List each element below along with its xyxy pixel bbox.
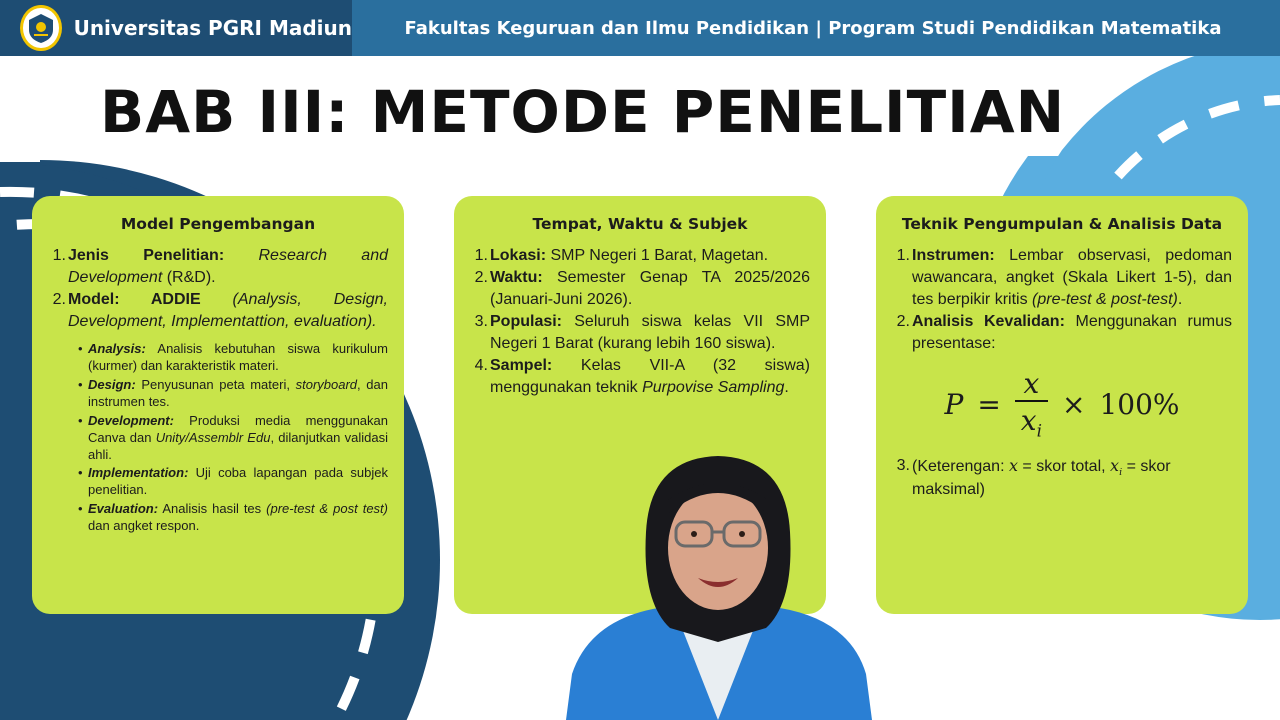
- note-variable: [1110, 455, 1123, 479]
- formula-fraction: [1015, 367, 1048, 441]
- bullet-icon: •: [78, 377, 83, 393]
- formula-times: ×: [1061, 387, 1086, 421]
- bullet-icon: •: [78, 501, 83, 517]
- item-label: Waktu:: [490, 269, 543, 286]
- bullet-item: [78, 413, 388, 464]
- note-var-sub: i: [1119, 467, 1123, 479]
- bullet-icon: •: [78, 465, 83, 481]
- faculty-program: Fakultas Keguruan dan Ilmu Pendidikan | Program Studi Pendidikan Matematika: [404, 17, 1222, 39]
- list-item: [470, 267, 810, 311]
- list-item: [48, 245, 388, 289]
- card-heading: Teknik Pengumpulan & Analisis Data: [901, 215, 1223, 233]
- formula-lhs: P: [944, 387, 964, 421]
- item-italic: Research and Development: [68, 246, 389, 286]
- item-label: Populasi:: [490, 313, 563, 331]
- formula-equals: =: [977, 387, 1001, 421]
- bullet-tail: , dilanjutkan validasi ahli.: [88, 429, 388, 462]
- list-number: 1.: [474, 246, 488, 264]
- numbered-list: [892, 455, 1232, 502]
- list-item: [470, 355, 810, 399]
- note-text: = skor maksimal): [912, 457, 1171, 499]
- item-italic: (Analysis, Design, Development, Implementattion, evaluation).: [68, 291, 388, 331]
- bullet-item: [78, 501, 388, 535]
- bullet-italic: storyboard: [295, 377, 358, 393]
- item-text: SMP Negeri 1 Barat, Magetan.: [546, 246, 769, 264]
- formula-den-sub: i: [1036, 420, 1042, 441]
- list-item: [48, 289, 388, 333]
- item-text: Semester Genap TA 2025/2026 (Januari-Juni 2026).: [490, 269, 810, 309]
- list-item: [892, 311, 1232, 355]
- header-bar: [0, 0, 1280, 56]
- item-text: Seluruh siswa kelas VII SMP Negeri 1 Barat (kurang lebih 160 siswa).: [490, 313, 810, 353]
- bullet-item: [78, 465, 388, 499]
- note-var-x: x: [1110, 455, 1120, 475]
- card-heading: Model Pengembangan: [120, 215, 316, 233]
- list-item-text: [68, 245, 388, 289]
- note-text: = skor total,: [1017, 457, 1111, 475]
- formula-numerator: x: [1023, 367, 1040, 401]
- item-tail: .: [1177, 291, 1183, 309]
- list-number: 3.: [474, 313, 488, 331]
- list-number: 2.: [896, 313, 910, 331]
- item-italic: (pre-test & post-test): [1032, 291, 1178, 309]
- numbered-list: [48, 245, 388, 333]
- percentage-formula: [892, 367, 1232, 441]
- numbered-list: [892, 245, 1232, 355]
- list-number: 2.: [474, 269, 488, 286]
- note-text: (Keterengan:: [912, 457, 1009, 475]
- bullet-icon: •: [78, 412, 83, 428]
- bullet-label: Evaluation:: [88, 501, 159, 517]
- item-label: Jenis Penelitian:: [68, 246, 225, 264]
- item-label: Sampel:: [490, 357, 553, 375]
- bullet-text: Penyusunan peta materi,: [135, 377, 296, 393]
- bullet-italic: (pre-test & post test): [266, 501, 388, 517]
- bullet-label: Analysis:: [88, 341, 146, 357]
- bullet-text: Analisis kebutuhan siswa kurikulum (kurmer) dan karakteristik materi.: [88, 341, 388, 374]
- addie-bullet-list: [78, 341, 388, 535]
- item-label: Analisis Kevalidan:: [912, 313, 1065, 331]
- item-label: Instrumen:: [912, 246, 995, 264]
- bullet-label: Development:: [88, 412, 174, 428]
- bullet-text: Uji coba lapangan pada subjek penelitian.: [88, 465, 388, 498]
- bullet-tail: dan angket respon.: [88, 518, 200, 534]
- list-item: [892, 245, 1232, 311]
- formula-den-var: x: [1020, 404, 1037, 438]
- list-number: 2.: [52, 291, 66, 309]
- item-tail: (R&D).: [162, 269, 216, 286]
- list-number: 3.: [896, 456, 910, 474]
- bullet-item: [78, 377, 388, 411]
- bullet-label: Implementation:: [88, 465, 189, 481]
- formula-percent: 100%: [1099, 387, 1180, 421]
- presenter-video: [566, 452, 872, 720]
- formula-denominator: [1015, 400, 1048, 441]
- bullet-text: Analisis hasil tes: [158, 501, 267, 517]
- list-number: 1.: [896, 246, 910, 264]
- card-heading: Tempat, Waktu & Subjek: [532, 215, 748, 233]
- item-tail: .: [784, 379, 789, 397]
- item-text: Lembar observasi, pedoman wawancara, angket (Skala Likert 1-5), dan tes berpikir kritis: [912, 246, 1232, 309]
- item-label: Model: ADDIE: [68, 291, 201, 309]
- header-left: [0, 0, 352, 56]
- list-item: [470, 311, 810, 355]
- card-model-pengembangan: [32, 196, 404, 614]
- numbered-list: [470, 245, 810, 400]
- bullet-item: [78, 341, 388, 375]
- header-right: [352, 0, 1280, 56]
- note-variable: x: [1008, 455, 1018, 475]
- list-item: [892, 455, 1232, 502]
- list-item-text: [68, 289, 388, 333]
- bullet-label: Design:: [88, 377, 136, 393]
- bullet-text: Produksi media menggunakan Canva dan: [88, 412, 388, 445]
- list-item: [470, 245, 810, 267]
- item-text: Menggunakan rumus presentase:: [912, 313, 1232, 353]
- list-number: 1.: [52, 246, 66, 264]
- item-italic: Purpovise Sampling: [642, 379, 785, 397]
- university-logo: [20, 5, 62, 51]
- university-name: Universitas PGRI Madiun: [73, 16, 352, 40]
- item-text: Kelas VII-A (32 siswa) menggunakan teknik: [490, 357, 810, 397]
- list-number: 4.: [474, 357, 488, 375]
- bullet-icon: •: [78, 341, 83, 357]
- bullet-italic: Unity/Assemblr Edu: [155, 429, 271, 445]
- presenter-face: [668, 486, 768, 610]
- bullet-tail: , dan instrumen tes.: [88, 377, 388, 409]
- slide-title: BAB III: METODE PENELITIAN: [100, 78, 1066, 146]
- card-teknik-pengumpulan: [876, 196, 1248, 614]
- item-label: Lokasi:: [490, 246, 547, 264]
- university-emblem-icon: [24, 11, 58, 45]
